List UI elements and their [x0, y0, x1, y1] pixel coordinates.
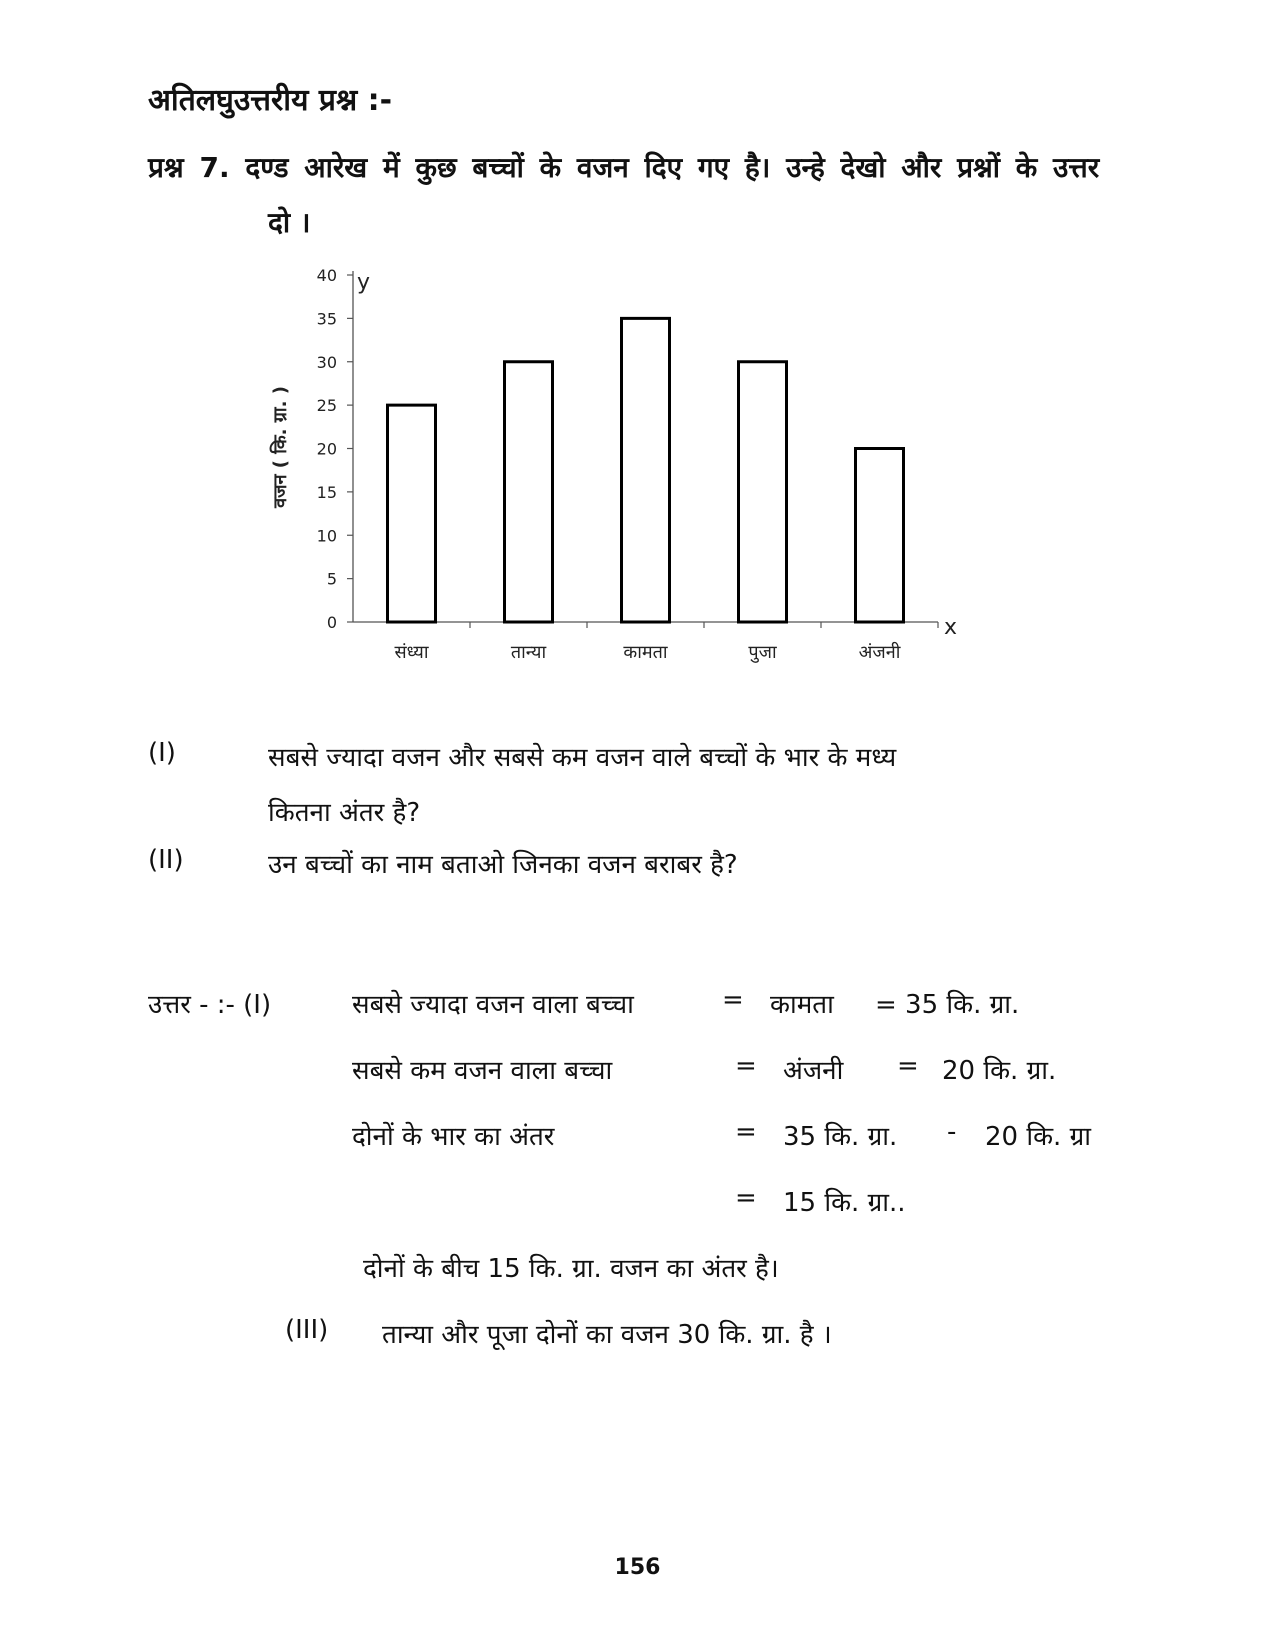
page-number: 156: [614, 1555, 661, 1580]
bar-0: [388, 405, 436, 622]
answer-row-2-text: सबसे कम वजन वाला बच्चा: [352, 1056, 613, 1086]
x-tick-label-4: अंजनी: [858, 642, 901, 663]
x-axis-label: x: [944, 615, 958, 640]
subquestion-2-line-1: उन बच्चों का नाम बताओ जिनका वजन बराबर है?: [268, 850, 738, 880]
answer-row-2-eq: =: [735, 1051, 757, 1081]
subquestion-2-number: (II): [148, 845, 184, 875]
subquestion-1-number: (I): [148, 738, 176, 768]
subquestion-1-line-2: कितना अंतर है?: [268, 798, 421, 828]
x-tick-label-0: संध्या: [394, 642, 429, 663]
bar-chart: [0, 265, 1275, 705]
y-tick-label-0: 0: [326, 613, 337, 632]
answer-row-3-text: दोनों के भार का अंतर: [352, 1122, 555, 1152]
answer-row-1-value: कामता: [770, 990, 834, 1020]
answer-row-3-value-2: 20 कि. ग्रा: [985, 1122, 1091, 1152]
x-tick-label-3: पुजा: [748, 642, 777, 663]
answer-row-2-eq2: =: [897, 1051, 919, 1081]
x-tick-label-1: तान्या: [510, 642, 547, 663]
y-tick-label-5: 25: [316, 396, 337, 416]
y-tick-label-6: 30: [316, 352, 337, 372]
x-tick-label-2: कामता: [623, 642, 668, 663]
subquestion-1-line-1: सबसे ज्यादा वजन और सबसे कम वजन वाले बच्चों के भार के मध्य: [268, 743, 897, 773]
y-axis-letter: y: [357, 270, 371, 295]
y-tick-label-1: 5: [326, 569, 337, 589]
answer-part-3-number: (III): [285, 1315, 329, 1345]
answer-conclusion: दोनों के बीच 15 कि. ग्रा. वजन का अंतर है।: [363, 1254, 779, 1284]
answer-row-3-minus: -: [947, 1117, 957, 1147]
y-tick-label-2: 10: [316, 526, 337, 546]
answer-label: उत्तर - :- (I): [148, 990, 272, 1020]
y-axis-label: वजन ( कि. ग्रा. ): [270, 386, 291, 508]
answer-row-1-result: = 35 कि. ग्रा.: [875, 990, 1020, 1020]
answer-row-2-result: 20 कि. ग्रा.: [942, 1056, 1057, 1086]
bar-4: [856, 449, 904, 623]
question-7-line-2: दो ।: [268, 206, 311, 239]
answer-row-1-eq: =: [722, 985, 744, 1015]
question-7-line-1: प्रश्न 7. दण्ड आरेख में कुछ बच्चों के वजन दिए गए है। उन्हे देखो और प्रश्नों के उत्तर: [148, 151, 1100, 184]
y-tick-label-4: 20: [316, 439, 337, 459]
answer-part-3-text: तान्या और पूजा दोनों का वजन 30 कि. ग्रा. है ।: [382, 1320, 832, 1350]
answer-row-4-value: 15 कि. ग्रा..: [783, 1188, 906, 1218]
section-heading: अतिलघुउत्तरीय प्रश्न :-: [148, 83, 393, 118]
y-tick-label-8: 40: [316, 266, 337, 285]
y-tick-label-7: 35: [316, 309, 337, 329]
bar-1: [505, 362, 553, 622]
answer-row-2-value: अंजनी: [783, 1056, 844, 1086]
answer-row-4-eq: =: [735, 1183, 757, 1213]
answer-row-3-value: 35 कि. ग्रा.: [783, 1122, 898, 1152]
answer-row-1-text: सबसे ज्यादा वजन वाला बच्चा: [352, 990, 634, 1020]
bar-3: [739, 362, 787, 622]
bar-2: [622, 318, 670, 622]
answer-row-3-eq: =: [735, 1117, 757, 1147]
y-tick-label-3: 15: [316, 482, 337, 502]
